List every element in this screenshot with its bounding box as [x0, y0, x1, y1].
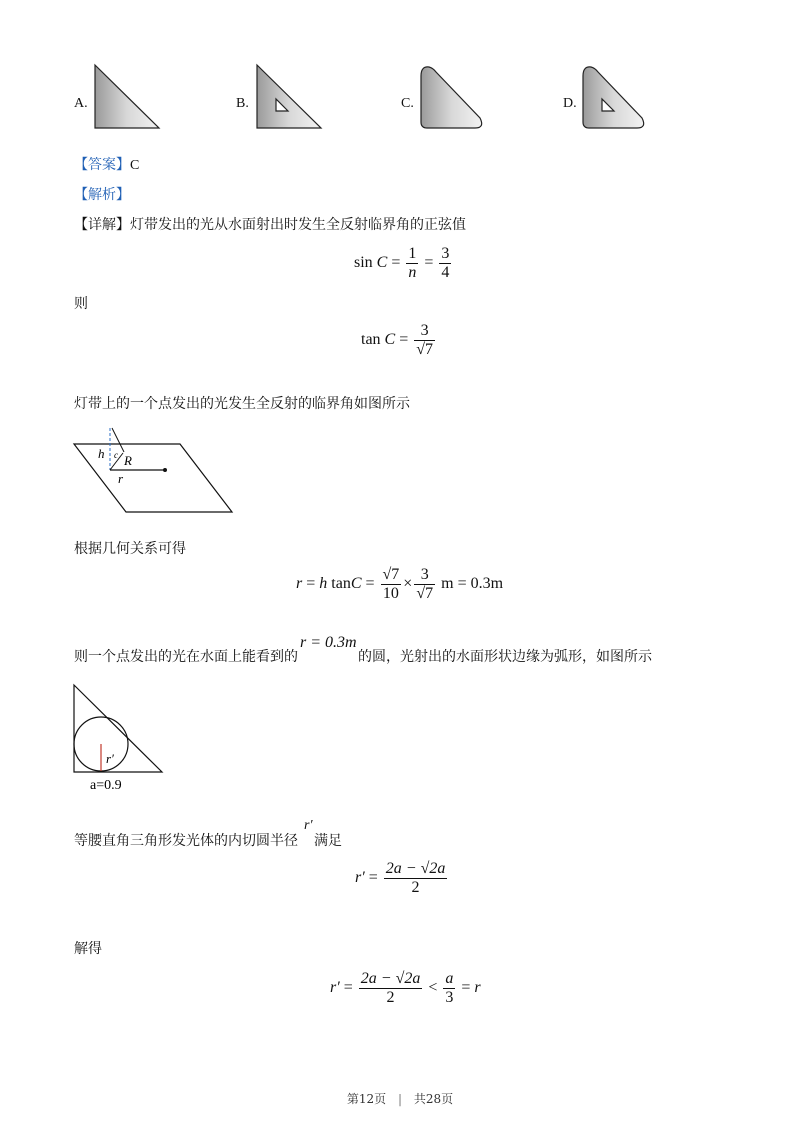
eq1-frac1-num: 1: [408, 245, 417, 262]
incircle-text-b: 满足: [314, 833, 342, 849]
option-d-label: D.: [563, 96, 577, 111]
equation-tan: [361, 322, 437, 359]
answer-tag: 【答案】: [74, 157, 130, 173]
eq1-frac2-den: 4: [441, 264, 450, 281]
eq2-eq: =: [399, 331, 409, 349]
eq3-frac1-den: 10: [382, 585, 399, 602]
eq1-eq2: =: [424, 254, 434, 272]
circle-text-a: 则一个点发出的光在水面上能看到的: [74, 649, 298, 665]
point-marker: [163, 468, 167, 472]
eq5-frac1-num: 2a − √2a: [360, 970, 421, 987]
eq5-rhs: r: [474, 979, 481, 997]
triangle-shape: [257, 65, 321, 128]
eq2-num: 3: [414, 322, 435, 341]
answer-value: C: [130, 158, 140, 173]
figure1-diagram: [70, 425, 240, 517]
equation-compare: [330, 970, 481, 1007]
label-c: c: [114, 450, 118, 460]
option-a-label: A.: [74, 96, 88, 111]
eq3-frac1: [381, 566, 402, 603]
label-rprime: r′: [106, 751, 114, 766]
eq2-frac: [414, 322, 435, 359]
label-R: R: [124, 453, 132, 468]
footer-page: 第12页: [346, 1092, 387, 1106]
eq1-frac1: [406, 245, 418, 282]
eq5-lhs: r′: [330, 979, 340, 997]
label-h: h: [98, 446, 105, 461]
eq5-lt: <: [428, 979, 438, 997]
figure1-caption: 灯带上的一个点发出的光发生全反射的临界角如图所示: [74, 396, 410, 412]
eq3-h: h: [319, 575, 328, 593]
eq5-frac2-num: a: [445, 970, 454, 987]
rounded-triangle-shape: [583, 67, 644, 128]
footer-separator: |: [397, 1092, 403, 1106]
eq2-den: √7: [416, 341, 434, 358]
detail-text: 灯带发出的光从水面射出时发生全反射临界角的正弦值: [130, 217, 466, 233]
eq4-num: 2a − √2a: [385, 860, 446, 877]
triangle-shape: [95, 65, 159, 128]
circle-text-b: 的圆，光射出的水面形状边缘为弧形，如图所示: [358, 649, 652, 665]
eq1-eq: =: [391, 254, 401, 272]
label-a: a=0.9: [90, 778, 122, 793]
option-c-figure: [418, 62, 490, 132]
equation-rprime: [355, 860, 449, 897]
eq5-frac1-den: 2: [386, 989, 395, 1006]
eq5-eq: =: [343, 979, 353, 997]
eq1-var: C: [376, 254, 388, 272]
footer-total: 共28页: [413, 1092, 454, 1106]
analysis-tag: 【解析】: [74, 187, 130, 203]
eq1-frac2: [439, 245, 451, 282]
then-text: 则: [74, 296, 88, 312]
equation-sin: [354, 245, 453, 282]
eq4-den: 2: [411, 879, 420, 896]
eq3-frac2-den: √7: [416, 585, 434, 602]
eq3-eq3: =: [457, 575, 467, 593]
figure2-diagram: [70, 682, 170, 794]
eq5-frac2: [443, 970, 455, 1007]
eq3-frac2: [414, 566, 435, 603]
eq4-eq: =: [368, 869, 378, 887]
option-c-label: C.: [401, 96, 414, 111]
eq3-eq2: =: [365, 575, 375, 593]
eq1-frac2-num: 3: [441, 245, 450, 262]
eq3-frac1-num: √7: [382, 566, 400, 583]
eq3-result: 0.3m: [470, 575, 504, 593]
eq3-frac2-num: 3: [414, 566, 435, 585]
circle-math: r = 0.3m: [300, 634, 357, 651]
incircle-text-a: 等腰直角三角形发光体的内切圆半径: [74, 833, 298, 849]
eq3-tan: tan: [331, 575, 351, 593]
option-b-label: B.: [236, 96, 249, 111]
answer-line: [74, 156, 139, 175]
page-footer: [0, 1090, 800, 1107]
option-a-figure: [92, 62, 164, 132]
eq1-lhs: sin: [354, 254, 373, 272]
eq3-r: r: [296, 575, 303, 593]
eq4-frac: [384, 860, 448, 897]
eq1-frac1-den: n: [408, 264, 417, 281]
rounded-triangle-shape: [421, 67, 482, 128]
eq3-eq: =: [306, 575, 316, 593]
eq2-lhs: tan: [361, 331, 381, 349]
solve-text: 解得: [74, 941, 102, 957]
equation-r: [296, 566, 503, 603]
incircle-rprime: r′: [304, 818, 313, 833]
option-b-figure: [254, 62, 326, 132]
option-d-figure: [580, 62, 652, 132]
eq4-lhs: r′: [355, 869, 365, 887]
label-r: r: [118, 471, 124, 486]
eq5-frac1: [359, 970, 423, 1007]
detail-line: [74, 216, 466, 234]
eq2-var: C: [384, 331, 396, 349]
geometry-text: 根据几何关系可得: [74, 541, 186, 557]
eq3-C: C: [350, 575, 362, 593]
eq3-unit: m: [441, 575, 454, 593]
detail-tag: 【详解】: [74, 217, 130, 233]
eq5-eq2: =: [461, 979, 471, 997]
ray-line-upper: [112, 428, 124, 452]
right-triangle-shape: [74, 685, 162, 772]
eq5-frac2-den: 3: [445, 989, 454, 1006]
eq3-times: ×: [403, 575, 413, 593]
